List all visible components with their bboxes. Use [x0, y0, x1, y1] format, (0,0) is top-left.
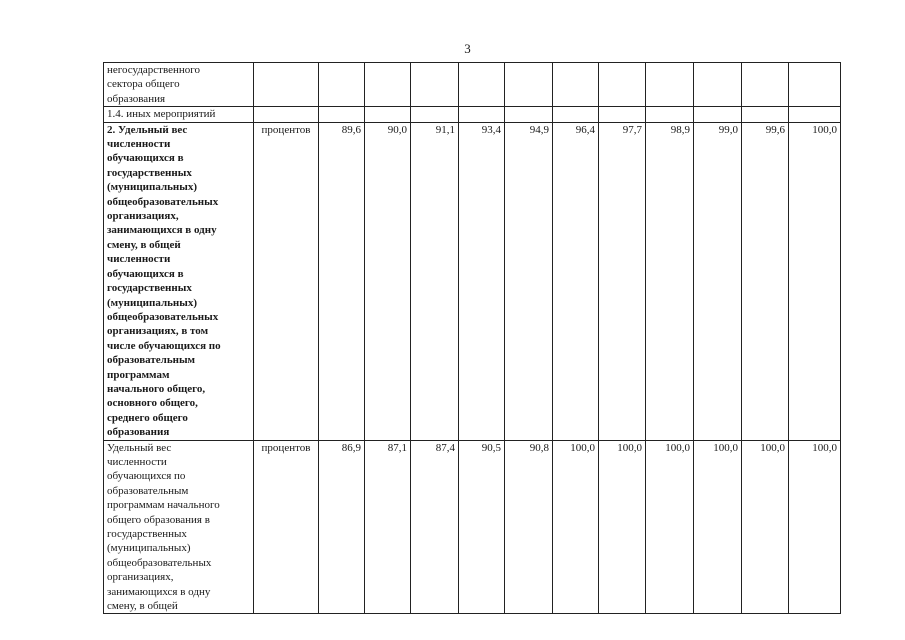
value-cell — [505, 107, 553, 122]
value-cell: 90,8 — [505, 440, 553, 614]
row-label: Удельный вес численности обучающихся по образовательным программам начального общего образования в государственных (муниципальных) общеобразовательных организациях, занимающихся в одну смену, в общей — [104, 440, 254, 614]
value-cell: 100,0 — [789, 440, 841, 614]
value-cell — [599, 107, 646, 122]
value-cell: 90,5 — [459, 440, 505, 614]
indicator-table — [103, 62, 841, 614]
value-cell — [646, 107, 694, 122]
value-cell — [694, 63, 742, 107]
value-cell: 98,9 — [646, 122, 694, 440]
value-cell — [694, 107, 742, 122]
value-cell: 99,6 — [742, 122, 789, 440]
value-cell — [411, 63, 459, 107]
value-cell: 86,9 — [319, 440, 365, 614]
value-cell — [319, 63, 365, 107]
value-cell: 87,1 — [365, 440, 411, 614]
unit-cell — [254, 107, 319, 122]
row-label: негосударственного сектора общего образования — [104, 63, 254, 107]
value-cell — [459, 107, 505, 122]
value-cell — [742, 63, 789, 107]
value-cell — [505, 63, 553, 107]
value-cell: 100,0 — [694, 440, 742, 614]
table-row — [104, 122, 841, 440]
value-cell: 97,7 — [599, 122, 646, 440]
unit-cell — [254, 63, 319, 107]
value-cell — [789, 107, 841, 122]
value-cell — [742, 107, 789, 122]
value-cell: 100,0 — [599, 440, 646, 614]
page-number: 3 — [464, 41, 471, 56]
value-cell — [646, 63, 694, 107]
value-cell: 100,0 — [646, 440, 694, 614]
table-row — [104, 107, 841, 122]
value-cell — [789, 63, 841, 107]
unit-cell: процентов — [254, 440, 319, 614]
row-label: 1.4. иных мероприятий — [104, 107, 254, 122]
value-cell — [365, 107, 411, 122]
value-cell — [599, 63, 646, 107]
value-cell: 89,6 — [319, 122, 365, 440]
value-cell — [411, 107, 459, 122]
value-cell — [319, 107, 365, 122]
unit-cell: процентов — [254, 122, 319, 440]
value-cell — [365, 63, 411, 107]
table-row — [104, 440, 841, 614]
table-row — [104, 63, 841, 107]
value-cell — [553, 107, 599, 122]
value-cell: 91,1 — [411, 122, 459, 440]
value-cell: 100,0 — [789, 122, 841, 440]
row-label: 2. Удельный вес численности обучающихся в государственных (муниципальных) общеобразовательных организациях, занимающихся в одну смену, в общей численности обучающихся в государственных (муниципальных) общеобразовательных организациях, в том числе обучающихся по образовательным программам начального общего, основного общего, среднего общего образования — [104, 122, 254, 440]
value-cell: 99,0 — [694, 122, 742, 440]
value-cell — [553, 63, 599, 107]
value-cell: 93,4 — [459, 122, 505, 440]
value-cell: 90,0 — [365, 122, 411, 440]
value-cell: 96,4 — [553, 122, 599, 440]
value-cell: 94,9 — [505, 122, 553, 440]
value-cell: 100,0 — [742, 440, 789, 614]
value-cell — [459, 63, 505, 107]
value-cell: 87,4 — [411, 440, 459, 614]
value-cell: 100,0 — [553, 440, 599, 614]
